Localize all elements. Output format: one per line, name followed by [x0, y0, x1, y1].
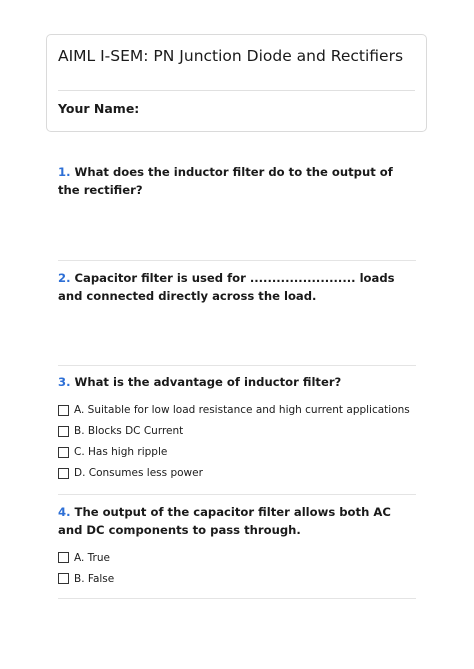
question-2-prompt: Capacitor filter is used for ........................ loads and connected directly across the load.: [58, 271, 395, 303]
question-4-options: [58, 547, 416, 589]
question-2-number: 2.: [58, 271, 71, 285]
question-1-text: [58, 164, 416, 199]
option-item[interactable]: [58, 421, 416, 442]
option-label: B. False: [74, 572, 115, 585]
option-label: A. Suitable for low load resistance and high current applications: [74, 404, 410, 416]
question-4-text: [58, 504, 416, 539]
title-divider: [58, 90, 415, 91]
question-4-divider: [58, 598, 416, 599]
option-label: B. Blocks DC Current: [74, 425, 184, 437]
option-label: C. Has high ripple: [74, 446, 168, 458]
question-2-divider: [58, 365, 416, 366]
question-3-divider: [58, 494, 416, 495]
question-2: [58, 270, 416, 305]
question-3-text: [58, 374, 416, 392]
checkbox[interactable]: [58, 468, 69, 479]
question-4: [58, 504, 416, 589]
option-label: A. True: [74, 551, 110, 564]
checkbox[interactable]: [58, 552, 69, 563]
question-3-prompt: What is the advantage of inductor filter?: [74, 375, 342, 389]
question-1-number: 1.: [58, 165, 71, 179]
question-1-divider: [58, 260, 416, 261]
option-item[interactable]: [58, 442, 416, 463]
checkbox[interactable]: [58, 447, 69, 458]
option-label: D. Consumes less power: [74, 467, 203, 479]
form-header-card: [46, 34, 427, 132]
checkbox[interactable]: [58, 426, 69, 437]
option-item[interactable]: [58, 400, 416, 421]
question-3-options: [58, 400, 416, 484]
checkbox[interactable]: [58, 573, 69, 584]
question-1: [58, 164, 416, 199]
question-1-prompt: What does the inductor filter do to the output of the rectifier?: [58, 165, 393, 197]
option-item[interactable]: [58, 568, 416, 589]
question-2-text: [58, 270, 416, 305]
form-title: AIML I-SEM: PN Junction Diode and Rectifiers: [58, 47, 404, 65]
question-3: [58, 374, 416, 484]
option-item[interactable]: [58, 547, 416, 568]
question-4-number: 4.: [58, 505, 71, 519]
checkbox[interactable]: [58, 405, 69, 416]
your-name-label: Your Name:: [58, 101, 140, 116]
question-4-prompt: The output of the capacitor filter allows both AC and DC components to pass through.: [58, 505, 391, 537]
question-3-number: 3.: [58, 375, 71, 389]
option-item[interactable]: [58, 463, 416, 484]
